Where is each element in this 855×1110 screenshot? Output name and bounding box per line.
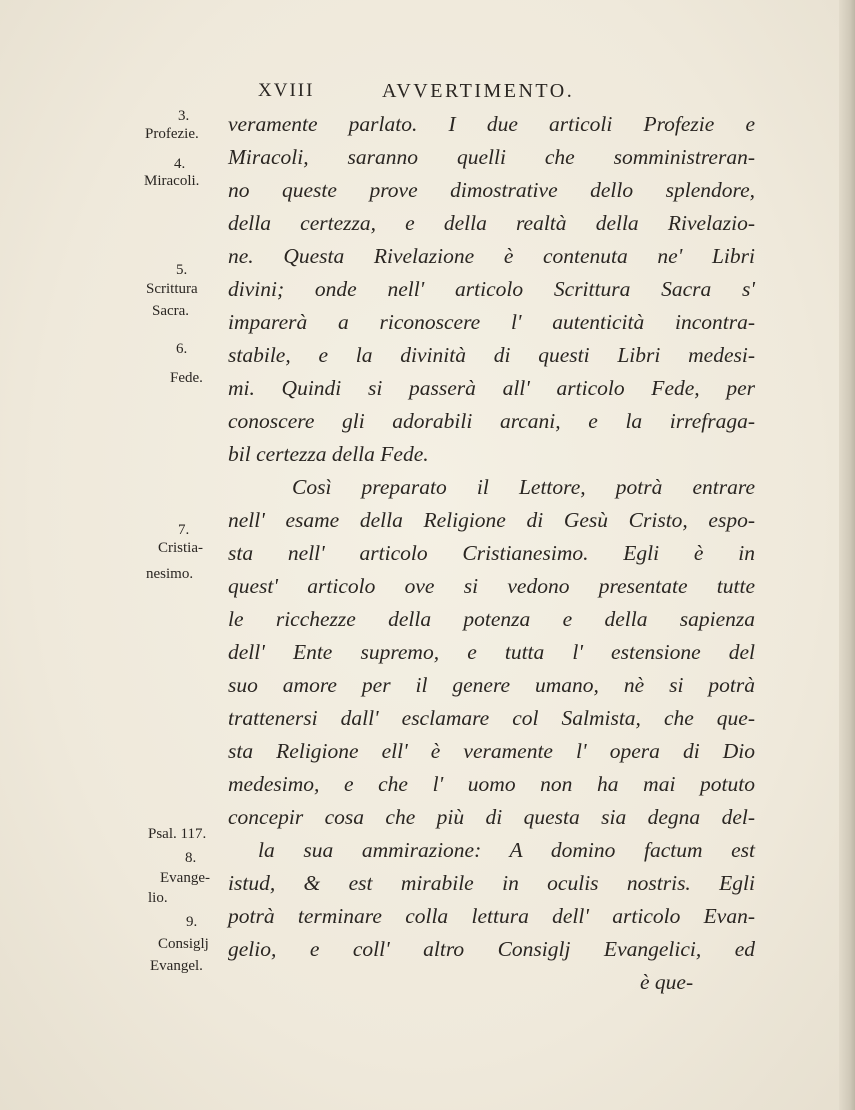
line-text: sta nell' articolo Cristianesimo. Egli è in (228, 541, 755, 565)
text-line (0, 673, 855, 705)
text-line (0, 970, 855, 1002)
text-line (0, 739, 855, 771)
page-title: AVVERTIMENTO. (382, 80, 575, 102)
text-line (0, 838, 855, 870)
margin-number: 3. (178, 108, 190, 124)
text-line (0, 805, 855, 837)
catchword: è que- (640, 970, 694, 994)
line-text: medesimo, e che l' uomo non ha mai potuto (228, 772, 755, 796)
line-text: Così preparato il Lettore, potrà entrare (292, 475, 755, 499)
line-text: veramente parlato. I due articoli Profezie e (228, 112, 755, 136)
margin-note: Cristia- (158, 540, 203, 556)
margin-note: Evangel. (150, 958, 203, 974)
line-text: sta Religione ell' è veramente l' opera di Dio (228, 739, 755, 763)
text-line (0, 706, 855, 738)
margin-note: Consiglj (158, 936, 209, 952)
line-text: quest' articolo ove si vedono presentate tutte (228, 574, 755, 598)
text-line (0, 904, 855, 936)
text-line (0, 541, 855, 573)
line-text: suo amore per il genere umano, nè si potrà (228, 673, 755, 697)
line-text: stabile, e la divinità di questi Libri medesi- (228, 343, 755, 367)
line-text: Miracoli, saranno quelli che somministreran- (228, 145, 755, 169)
line-text: la sua ammirazione: A domino factum est (258, 838, 755, 862)
line-text: istud, & est mirabile in oculis nostris. Egli (228, 871, 755, 895)
line-text: bil certezza della Fede. (228, 442, 429, 466)
text-line (0, 475, 855, 507)
text-line (0, 442, 855, 474)
margin-note: Scrittura (146, 281, 198, 297)
text-line (0, 244, 855, 276)
text-line (0, 607, 855, 639)
text-line (0, 640, 855, 672)
text-line (0, 343, 855, 375)
text-line (0, 409, 855, 441)
text-line (0, 112, 855, 144)
line-text: divini; onde nell' articolo Scrittura Sacra s' (228, 277, 755, 301)
text-line (0, 310, 855, 342)
text-line (0, 376, 855, 408)
line-text: dell' Ente supremo, e tutta l' estensione del (228, 640, 755, 664)
margin-number: 7. (178, 522, 190, 538)
line-text: mi. Quindi si passerà all' articolo Fede, per (228, 376, 755, 400)
line-text: no queste prove dimostrative dello splendore, (228, 178, 755, 202)
margin-number: 6. (176, 341, 188, 357)
margin-number: 5. (176, 262, 188, 278)
line-text: potrà terminare colla lettura dell' articolo Evan- (228, 904, 755, 928)
margin-number: 8. (185, 850, 197, 866)
page-number: XVIII (258, 80, 315, 101)
margin-note: Psal. 117. (148, 826, 207, 842)
running-head (0, 80, 855, 112)
line-text: trattenersi dall' esclamare col Salmista, che que- (228, 706, 755, 730)
text-line (0, 937, 855, 969)
line-text: della certezza, e della realtà della Rivelazio- (228, 211, 755, 235)
text-line (0, 211, 855, 243)
text-line (0, 178, 855, 210)
margin-note: Sacra. (152, 303, 190, 319)
margin-note: Miracoli. (144, 173, 200, 189)
text-line (0, 871, 855, 903)
line-text: le ricchezze della potenza e della sapienza (228, 607, 755, 631)
margin-note: lio. (148, 890, 168, 906)
line-text: imparerà a riconoscere l' autenticità incontra- (228, 310, 755, 334)
margin-note: nesimo. (146, 566, 194, 582)
margin-note: Profezie. (145, 126, 199, 142)
margin-note: Evange- (160, 870, 210, 886)
text-line (0, 772, 855, 804)
text-line (0, 277, 855, 309)
text-line (0, 574, 855, 606)
margin-number: 4. (174, 156, 186, 172)
text-line (0, 508, 855, 540)
margin-number: 9. (186, 914, 198, 930)
line-text: ne. Questa Rivelazione è contenuta ne' Libri (228, 244, 755, 268)
margin-note: Fede. (170, 370, 203, 386)
line-text: concepir cosa che più di questa sia degna del- (228, 805, 755, 829)
line-text: conoscere gli adorabili arcani, e la irrefraga- (228, 409, 755, 433)
line-text: nell' esame della Religione di Gesù Cristo, espo- (228, 508, 755, 532)
text-line (0, 145, 855, 177)
line-text: gelio, e coll' altro Consiglj Evangelici, ed (228, 937, 755, 961)
